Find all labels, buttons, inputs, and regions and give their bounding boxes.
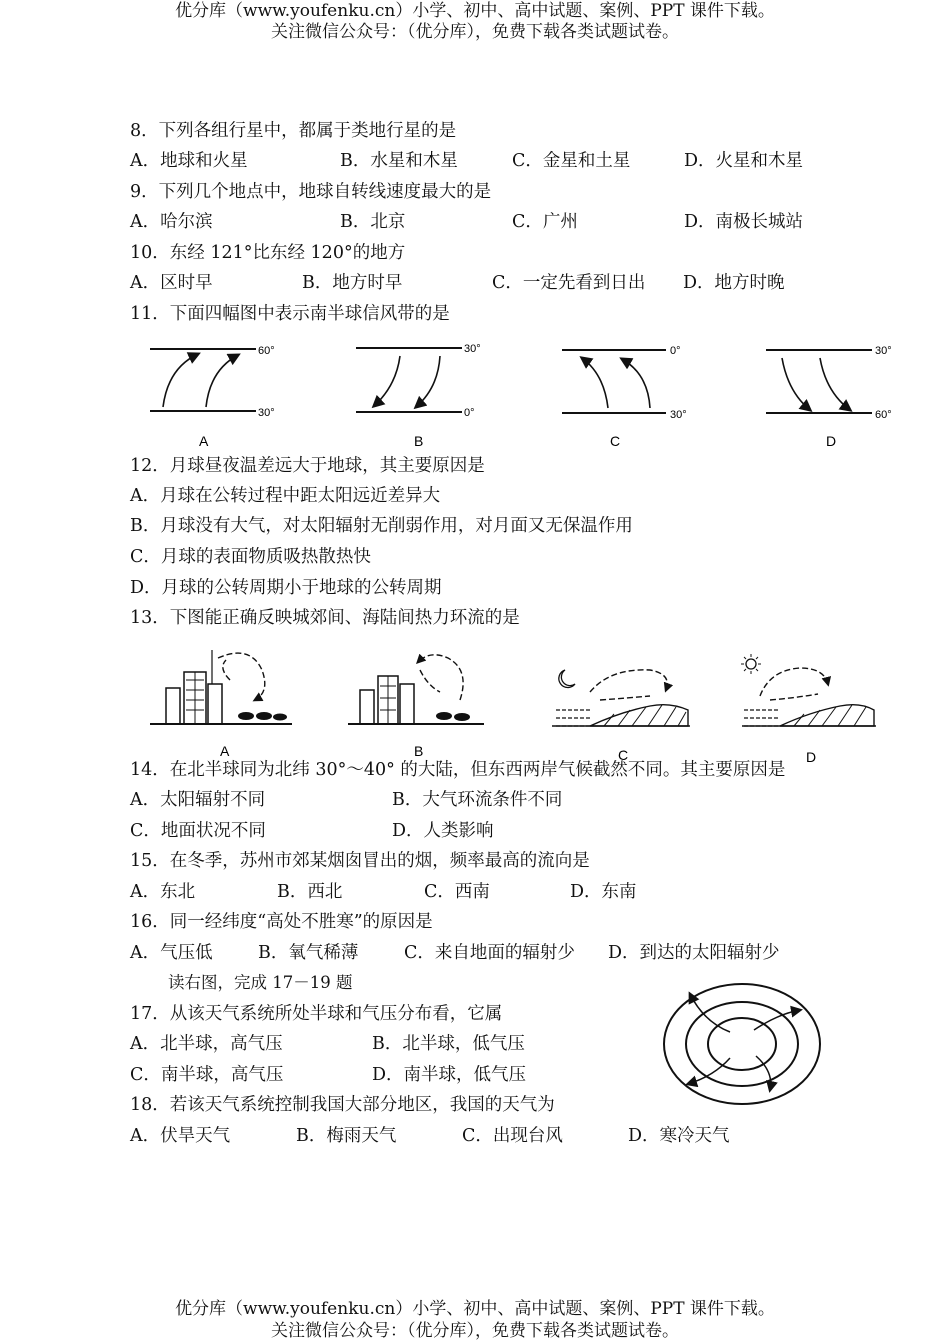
q10-option-d: D．地方时晚 bbox=[683, 273, 785, 293]
q9-option-c: C．广州 bbox=[512, 212, 578, 232]
q15-option-c: C．西南 bbox=[424, 882, 490, 902]
q17-option-c: C．南半球，高气压 bbox=[130, 1065, 284, 1085]
q13-c-label: C bbox=[618, 747, 629, 763]
q13-circulation-diagrams bbox=[0, 640, 950, 765]
q8-option-b: B．水星和木星 bbox=[340, 151, 458, 171]
q10-option-c: C．一定先看到日出 bbox=[492, 273, 646, 293]
q13-figure-b bbox=[348, 655, 484, 759]
q16-option-b: B．氧气稀薄 bbox=[258, 943, 359, 963]
q10-stem: 10．东经 121°比东经 120°的地方 bbox=[130, 243, 406, 263]
q13-figure-c bbox=[552, 670, 690, 763]
q11-c-top-lat: 0° bbox=[670, 345, 681, 357]
q13-b-label: B bbox=[414, 743, 424, 759]
q16-option-a: A．气压低 bbox=[130, 943, 213, 963]
q11-a-bottom-lat: 30° bbox=[258, 407, 275, 419]
weather-system-diagram bbox=[660, 980, 824, 1110]
q18-option-b: B．梅雨天气 bbox=[296, 1126, 397, 1146]
q16-stem: 16．同一经纬度“高处不胜寒”的原因是 bbox=[130, 912, 433, 932]
q11-a-top-lat: 60° bbox=[258, 345, 275, 357]
q17-option-b: B．北半球，低气压 bbox=[372, 1034, 525, 1054]
q9-option-b: B．北京 bbox=[340, 212, 406, 232]
q11-c-label: C bbox=[610, 433, 621, 449]
q11-a-label: A bbox=[199, 433, 209, 449]
q12-option-b: B．月球没有大气，对太阳辐射无削弱作用，对月面又无保温作用 bbox=[130, 516, 633, 536]
q15-option-b: B．西北 bbox=[277, 882, 343, 902]
q11-figure-d bbox=[766, 345, 892, 449]
q12-option-c: C．月球的表面物质吸热散热快 bbox=[130, 547, 371, 567]
q9-option-a: A．哈尔滨 bbox=[130, 212, 213, 232]
q17-stem: 17．从该天气系统所处半球和气压分布看，它属 bbox=[130, 1004, 503, 1024]
q11-c-bottom-lat: 30° bbox=[670, 409, 687, 421]
q8-option-d: D．火星和木星 bbox=[684, 151, 804, 171]
q11-figure-c bbox=[562, 345, 687, 449]
q11-figure-a bbox=[150, 345, 275, 449]
footer-line-2: 关注微信公众号：（优分库），免费下载各类试题试卷。 bbox=[271, 1321, 679, 1341]
q13-d-label: D bbox=[806, 749, 817, 765]
q14-option-b: B．大气环流条件不同 bbox=[392, 790, 563, 810]
q15-stem: 15．在冬季，苏州市郊某烟囱冒出的烟，频率最高的流向是 bbox=[130, 851, 590, 871]
q11-figure-b bbox=[356, 343, 481, 449]
q14-option-c: C．地面状况不同 bbox=[130, 821, 266, 841]
q13-figure-a bbox=[150, 650, 292, 759]
q9-stem: 9．下列几个地点中，地球自转线速度最大的是 bbox=[130, 182, 492, 202]
q8-option-c: C．金星和土星 bbox=[512, 151, 631, 171]
q11-b-label: B bbox=[414, 433, 424, 449]
q8-stem: 8．下列各组行星中，都属于类地行星的是 bbox=[130, 121, 457, 141]
q17-option-a: A．北半球，高气压 bbox=[130, 1034, 283, 1054]
q15-option-a: A．东北 bbox=[130, 882, 196, 902]
questions-17-19-intro: 读右图，完成 17－19 题 bbox=[168, 973, 353, 992]
q12-option-d: D．月球的公转周期小于地球的公转周期 bbox=[130, 578, 442, 598]
q16-option-d: D．到达的太阳辐射少 bbox=[608, 943, 780, 963]
q8-option-a: A．地球和火星 bbox=[130, 151, 248, 171]
q13-stem: 13．下图能正确反映城郊间、海陆间热力环流的是 bbox=[130, 608, 520, 628]
q13-figure-d bbox=[741, 654, 876, 765]
q17-option-d: D．南半球，低气压 bbox=[372, 1065, 527, 1085]
q11-stem: 11．下面四幅图中表示南半球信风带的是 bbox=[130, 304, 450, 324]
q11-d-top-lat: 30° bbox=[875, 345, 892, 357]
q14-option-a: A．太阳辐射不同 bbox=[130, 790, 266, 810]
q9-option-d: D．南极长城站 bbox=[684, 212, 804, 232]
q18-option-c: C．出现台风 bbox=[462, 1126, 563, 1146]
q13-a-label: A bbox=[220, 743, 230, 759]
footer-line-1: 优分库（www.youfenku.cn）小学、初中、高中试题、案例、PPT 课件下载。 bbox=[175, 1299, 775, 1319]
q18-stem: 18．若该天气系统控制我国大部分地区，我国的天气为 bbox=[130, 1095, 555, 1115]
q10-option-b: B．地方时早 bbox=[302, 273, 403, 293]
q11-d-label: D bbox=[826, 433, 837, 449]
q11-d-bottom-lat: 60° bbox=[875, 409, 892, 421]
q11-b-bottom-lat: 0° bbox=[464, 407, 475, 419]
q16-option-c: C．来自地面的辐射少 bbox=[404, 943, 575, 963]
q11-b-top-lat: 30° bbox=[464, 343, 481, 355]
header-line-2: 关注微信公众号：（优分库），免费下载各类试题试卷。 bbox=[271, 22, 679, 42]
q18-option-a: A．伏旱天气 bbox=[130, 1126, 231, 1146]
header-line-1: 优分库（www.youfenku.cn）小学、初中、高中试题、案例、PPT 课件下载。 bbox=[175, 1, 775, 21]
q15-option-d: D．东南 bbox=[570, 882, 637, 902]
q18-option-d: D．寒冷天气 bbox=[628, 1126, 730, 1146]
q12-option-a: A．月球在公转过程中距太阳远近差异大 bbox=[130, 486, 441, 506]
q14-stem: 14．在北半球同为北纬 30°～40° 的大陆，但东西两岸气候截然不同。其主要原因是 bbox=[130, 760, 786, 780]
q12-stem: 12．月球昼夜温差远大于地球，其主要原因是 bbox=[130, 456, 485, 476]
q14-option-d: D．人类影响 bbox=[392, 821, 494, 841]
q10-option-a: A．区时早 bbox=[130, 273, 213, 293]
q11-wind-belt-diagrams bbox=[0, 330, 950, 460]
